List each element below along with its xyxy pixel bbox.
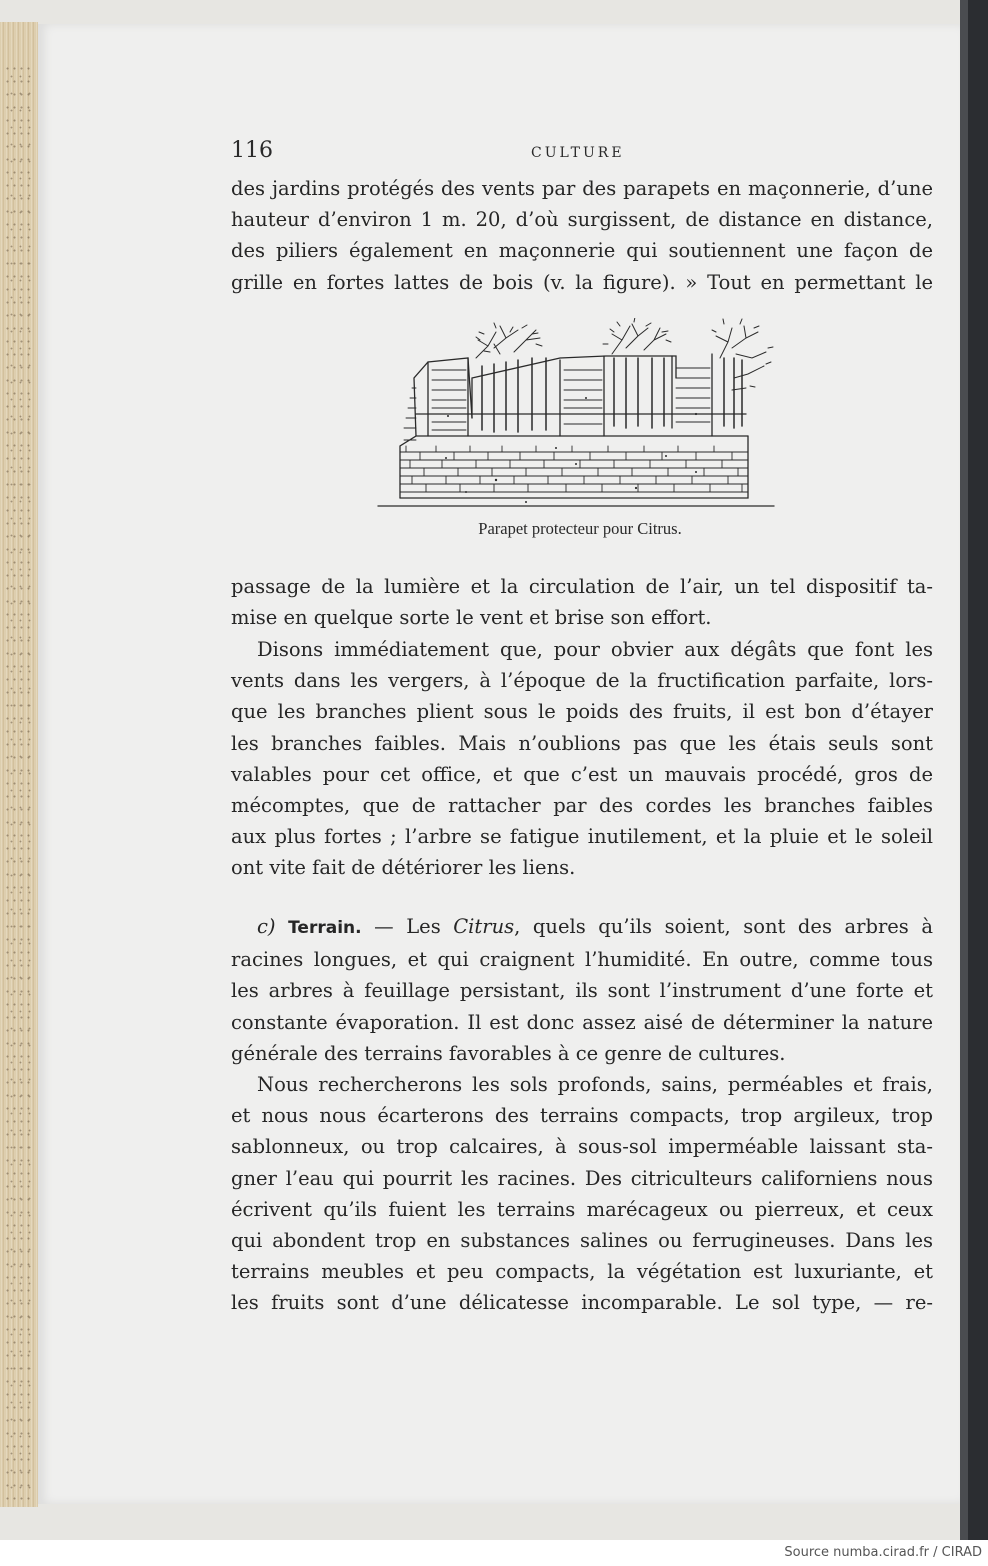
- text-line: passage de la lumière et la circulation de l’air, un tel dispositif ta-: [231, 575, 933, 598]
- source-credit: Source numba.cirad.fr / CIRAD: [784, 1545, 982, 1560]
- wooden-slats: [482, 358, 742, 432]
- text-line: générale des terrains favorables à ce genre de cultures.: [231, 1041, 786, 1065]
- text-line: que les branches plient sous le poids des fruits, il est bon d’étayer: [231, 700, 933, 724]
- paragraph-5: [231, 1069, 933, 1319]
- book-edge-texture: [4, 62, 34, 1502]
- text-line-indented: [231, 911, 933, 944]
- text-line: ont vite fait de détériorer les liens.: [231, 856, 576, 880]
- text-line: constante évaporation. Il est donc assez aisé de déterminer la nature: [231, 1010, 933, 1034]
- section-rest: , quels qu’ils soient, sont des arbres à: [514, 915, 933, 938]
- figure-caption: Parapet protecteur pour Citrus.: [478, 519, 682, 538]
- text-line: mise en quelque sorte le vent et brise son effort.: [231, 606, 712, 630]
- page-header: [231, 138, 933, 168]
- parapet-illustration: [376, 318, 776, 514]
- text-line: et nous nous écarterons des terrains compacts, trop argileux, trop: [231, 1104, 933, 1128]
- section-marker: c): [257, 915, 276, 938]
- paragraph-1: [231, 173, 933, 298]
- text-line: les branches faibles. Mais n’oublions pas que les étais seuls sont: [231, 731, 933, 755]
- text-line: écrivent qu’ils fuient les terrains marécageux ou pierreux, et ceux: [231, 1197, 933, 1221]
- text-line: valables pour cet office, et que c’est un mauvais procédé, gros de: [231, 762, 933, 786]
- text-line: les fruits sont d’une délicatesse incomparable. Le sol type, — re-: [231, 1291, 933, 1315]
- running-title: CULTURE: [531, 145, 625, 161]
- paragraph-terrain: [231, 911, 933, 1069]
- text-line: qui abondent trop en substances salines ou ferrugineuses. Dans les: [231, 1229, 933, 1253]
- text-line-indented: [231, 634, 933, 665]
- page-number: 116: [231, 138, 273, 163]
- book-page-edges: [0, 22, 38, 1507]
- scanner-edge-inner: [960, 0, 968, 1540]
- text-line: sablonneux, ou trop calcaires, à sous-sol imperméable laissant sta-: [231, 1135, 933, 1159]
- text-line: gner l’eau qui pourrit les racines. Des citriculteurs californiens nous: [231, 1166, 933, 1190]
- text-line-content: Disons immédiatement que, pour obvier aux dégâts que font les: [257, 638, 933, 661]
- text-line: les arbres à feuillage persistant, ils sont l’instrument d’une forte et: [231, 979, 933, 1003]
- paragraph-3: [231, 634, 933, 884]
- italic-term: Citrus: [453, 915, 515, 938]
- text-line: des piliers également en maçonnerie qui soutiennent une façon de: [231, 239, 933, 263]
- paragraph-2: [231, 571, 933, 633]
- text-line: des jardins protégés des vents par des parapets en maçonnerie, d’une: [231, 177, 933, 200]
- text-line: aux plus fortes ; l’arbre se fatigue inutilement, et la pluie et le soleil: [231, 825, 933, 849]
- section-lead: — Les: [361, 915, 454, 938]
- text-line: mécomptes, que de rattacher par des cordes les branches faibles: [231, 794, 933, 818]
- text-line: racines longues, et qui craignent l’humidité. En outre, comme tous: [231, 948, 933, 972]
- text-line: terrains meubles et peu compacts, la végétation est luxuriante, et: [231, 1260, 933, 1284]
- citrus-foliage: [476, 318, 773, 390]
- text-line-content: Nous rechercherons les sols profonds, sains, perméables et frais,: [257, 1073, 933, 1096]
- text-line: hauteur d’environ 1 m. 20, d’où surgissent, de distance en distance,: [231, 208, 933, 232]
- section-heading: Terrain.: [288, 918, 362, 938]
- text-line: grille en fortes lattes de bois (v. la figure). » Tout en permettant le: [231, 270, 933, 294]
- wall-base: [400, 436, 748, 498]
- stone-texture: [445, 397, 697, 503]
- text-line: vents dans les vergers, à l’époque de la fructification parfaite, lors-: [231, 669, 933, 693]
- text-line-indented: [231, 1069, 933, 1100]
